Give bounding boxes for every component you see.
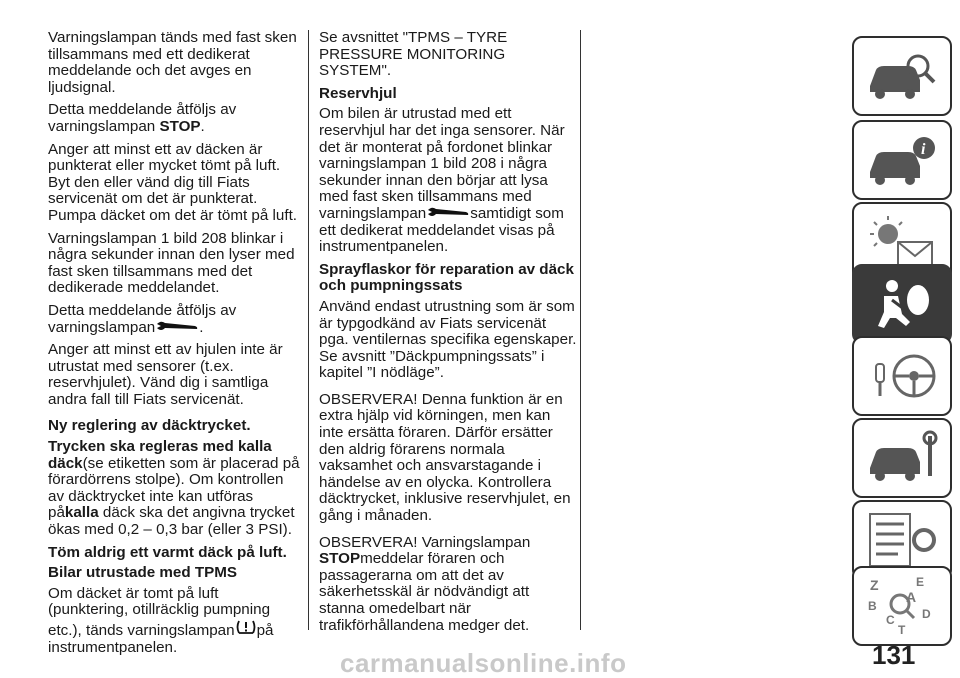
svg-text:Z: Z xyxy=(870,577,879,593)
left-column xyxy=(48,30,300,662)
svg-text:T: T xyxy=(898,623,906,637)
paragraph xyxy=(48,586,300,656)
paragraph: Se avsnittet "TPMS – TYRE PRESSURE MONITORING SYSTEM". xyxy=(319,29,508,80)
page-number: 131 xyxy=(872,640,916,670)
paragraph-text: däck ska det angivna trycket ökas med 0,2 – 0,3 bar (eller 3 PSI). xyxy=(48,504,295,539)
airbag-icon xyxy=(862,272,946,336)
paragraph xyxy=(319,535,577,635)
tab-steering-key[interactable] xyxy=(852,336,952,416)
paragraph: Varningslampan 1 bild 208 blinkar i några sekunder innan den lyser med fast sken tillsammans med det dedikerade meddelandet. xyxy=(48,229,295,297)
tab-airbag[interactable] xyxy=(852,264,952,344)
car-search-icon xyxy=(862,44,946,108)
tire-pressure-icon xyxy=(235,619,257,635)
svg-text:E: E xyxy=(916,575,925,589)
heading-spare-wheel: Reservhjul xyxy=(319,84,397,102)
car-service-icon xyxy=(862,426,946,490)
car-info-icon xyxy=(862,128,946,192)
svg-text:C: C xyxy=(886,613,895,627)
paragraph-end: på instrumentpanelen. xyxy=(48,622,274,656)
paragraph xyxy=(48,439,300,539)
heading-new-adjustment: Ny reglering av däcktrycket. xyxy=(48,417,251,435)
watermark: carmanualsonline.info xyxy=(340,648,627,678)
paragraph-text: Om däcket är tomt på luft (punktering, otillräcklig pumpning etc.), tänds varningslampan xyxy=(48,584,271,639)
paragraph-text: OBSERVERA! Varningslampan xyxy=(319,533,531,551)
paragraph-end: . xyxy=(200,117,205,135)
paragraph: Anger att minst ett av hjulen inte är utrustat med sensorer (t.ex. reservhjulet). Vänd dig i samtliga andra fall till Fiats servicenät. xyxy=(48,341,283,408)
wrench-icon xyxy=(155,320,199,332)
paragraph-end: meddelar föraren och passagerarna om att det av säkerhetsskäl är nödvändigt att stanna omedelbart när trafikförhållandena medger det. xyxy=(319,550,530,634)
bold-text: kalla xyxy=(64,504,99,522)
heading-spray: Sprayflaskor för reparation av däck och pumpningssats xyxy=(319,260,574,295)
specs-icon xyxy=(862,508,946,572)
right-column xyxy=(319,30,577,640)
paragraph: Använd endast utrustning som är som är typgodkänd av Fiats servicenät pga. ventilernas specifika egenskaper. Se avsnitt ”Däckpumpningssats” i kapitel ”I nödläge”. xyxy=(319,297,577,382)
paragraph-text: Detta meddelande åtföljs av varningslampan xyxy=(48,301,237,336)
paragraph-text: Detta meddelande åtföljs av varningslampan xyxy=(48,101,237,135)
wrench-icon xyxy=(426,206,470,218)
heading-never-deflate: Töm aldrig ett varmt däck på luft. xyxy=(48,543,287,561)
paragraph: Anger att minst ett av däcken är punkterat eller mycket tömt på luft. Byt den eller vänd dig till Fiats servicenät om det är punkterat. Pumpa däcket om det är tömt på luft. xyxy=(48,140,298,224)
steering-key-icon xyxy=(862,344,946,408)
tab-car-service[interactable] xyxy=(852,418,952,498)
paragraph: OBSERVERA! Denna funktion är en extra hjälp vid körningen, men kan inte ersätta föraren. Därför ersätter den aldrig förarens normala vaksamhet och ansvarstagande i händelse av en olycka. Kontrollera däcktrycket, inklusive reservhjulet, en gång i månaden. xyxy=(319,390,571,525)
paragraph: Varningslampan tänds med fast sken tillsammans med ett dedikerat meddelande och det avges en ljudsignal. xyxy=(48,29,297,96)
column-divider xyxy=(580,30,581,630)
paragraph-text: (se etiketten som är placerad på förardörrens stolpe). Om kontrollen av däcktrycket inte kan utföras på xyxy=(48,454,300,522)
tab-index[interactable] xyxy=(852,566,952,646)
column-divider xyxy=(308,30,309,630)
svg-text:D: D xyxy=(922,607,931,621)
paragraph-end: . xyxy=(199,318,204,336)
bold-text: Trycken ska regleras med kalla däck xyxy=(48,438,272,472)
stop-label: STOP xyxy=(159,117,201,135)
heading-tpms-cars: Bilar utrustade med TPMS xyxy=(48,564,238,582)
svg-text:i: i xyxy=(921,141,926,158)
paragraph-end: samtidigt som ett dedikerat meddelandet visas på instrumentpanelen. xyxy=(319,204,564,256)
tab-car-search[interactable] xyxy=(852,36,952,116)
index-letters-icon xyxy=(862,574,946,638)
svg-text:B: B xyxy=(868,599,877,613)
stop-label: STOP xyxy=(319,550,361,568)
tab-car-info[interactable] xyxy=(852,120,952,200)
paragraph-text: Om bilen är utrustad med ett reservhjul har det inga sensorer. När det är monterat på fordonet blinkar varningslampan 1 bild 208 i några sekunder innan den börjar att lysa med fast sken tillsammans med varningslampan xyxy=(319,105,565,222)
paragraph xyxy=(319,106,577,255)
paragraph xyxy=(48,102,300,135)
paragraph xyxy=(48,303,300,336)
svg-text:A: A xyxy=(906,589,917,605)
